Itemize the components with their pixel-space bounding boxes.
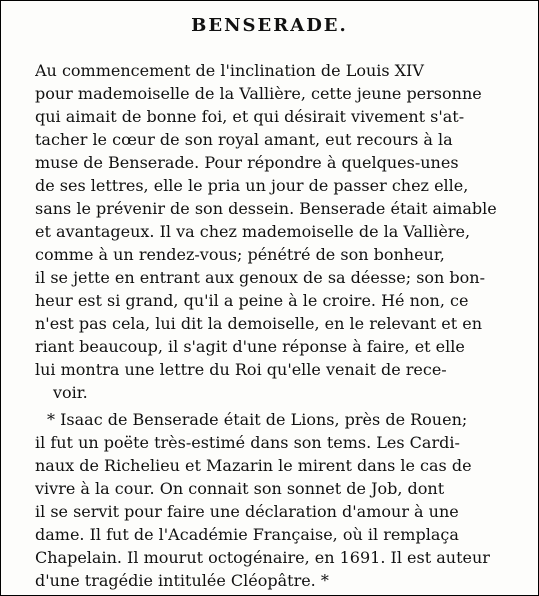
footnote-line: vivre à la cour. On connait son sonnet de Job, dont	[35, 479, 445, 498]
text-line: il se jette en entrant aux genoux de sa déesse; son bon-	[35, 268, 486, 287]
document-body	[35, 59, 525, 592]
text-line: et avantageux. Il va chez mademoiselle de la Vallière,	[35, 222, 471, 241]
page-title: BENSERADE.	[191, 15, 348, 36]
text-line: heur est si grand, qu'il a peine à le croire. Hé non, ce	[35, 291, 469, 310]
footnote-line: dame. Il fut de l'Académie Française, où il remplaça	[35, 525, 459, 544]
text-line: muse de Benserade. Pour répondre à quelques-unes	[35, 153, 459, 172]
footnote-line: d'une tragédie intitulée Cléopâtre. *	[35, 571, 329, 590]
footnote-line: Chapelain. Il mourut octogénaire, en 1691. Il est auteur	[35, 548, 490, 567]
text-line: qui aimait de bonne foi, et qui désirait vivement s'at-	[35, 107, 465, 126]
text-line: voir.	[53, 383, 88, 402]
text-line: pour mademoiselle de la Vallière, cette jeune personne	[35, 84, 482, 103]
footnote-line: * Isaac de Benserade était de Lions, près de Rouen;	[47, 410, 468, 429]
footnote-line: il fut un poëte très-estimé dans son tems. Les Cardi-	[35, 433, 460, 452]
text-line: sans le prévenir de son dessein. Benserade était aimable	[35, 199, 497, 218]
footnote-line: naux de Richelieu et Mazarin le mirent dans le cas de	[35, 456, 472, 475]
footnote-paragraph	[35, 408, 525, 592]
text-line: n'est pas cela, lui dit la demoiselle, en le relevant et en	[35, 314, 483, 333]
footnote-line: il se servit pour faire une déclaration d'amour à une	[35, 502, 459, 521]
text-line: tacher le cœur de son royal amant, eut recours à la	[35, 130, 453, 149]
text-line: lui montra une lettre du Roi qu'elle venait de rece-	[35, 360, 447, 379]
main-paragraph	[35, 59, 525, 404]
text-line: de ses lettres, elle le pria un jour de passer chez elle,	[35, 176, 469, 195]
text-line: Au commencement de l'inclination de Louis XIV	[35, 61, 424, 80]
text-line: comme à un rendez-vous; pénétré de son bonheur,	[35, 245, 445, 264]
text-line: riant beaucoup, il s'agit d'une réponse à faire, et elle	[35, 337, 465, 356]
